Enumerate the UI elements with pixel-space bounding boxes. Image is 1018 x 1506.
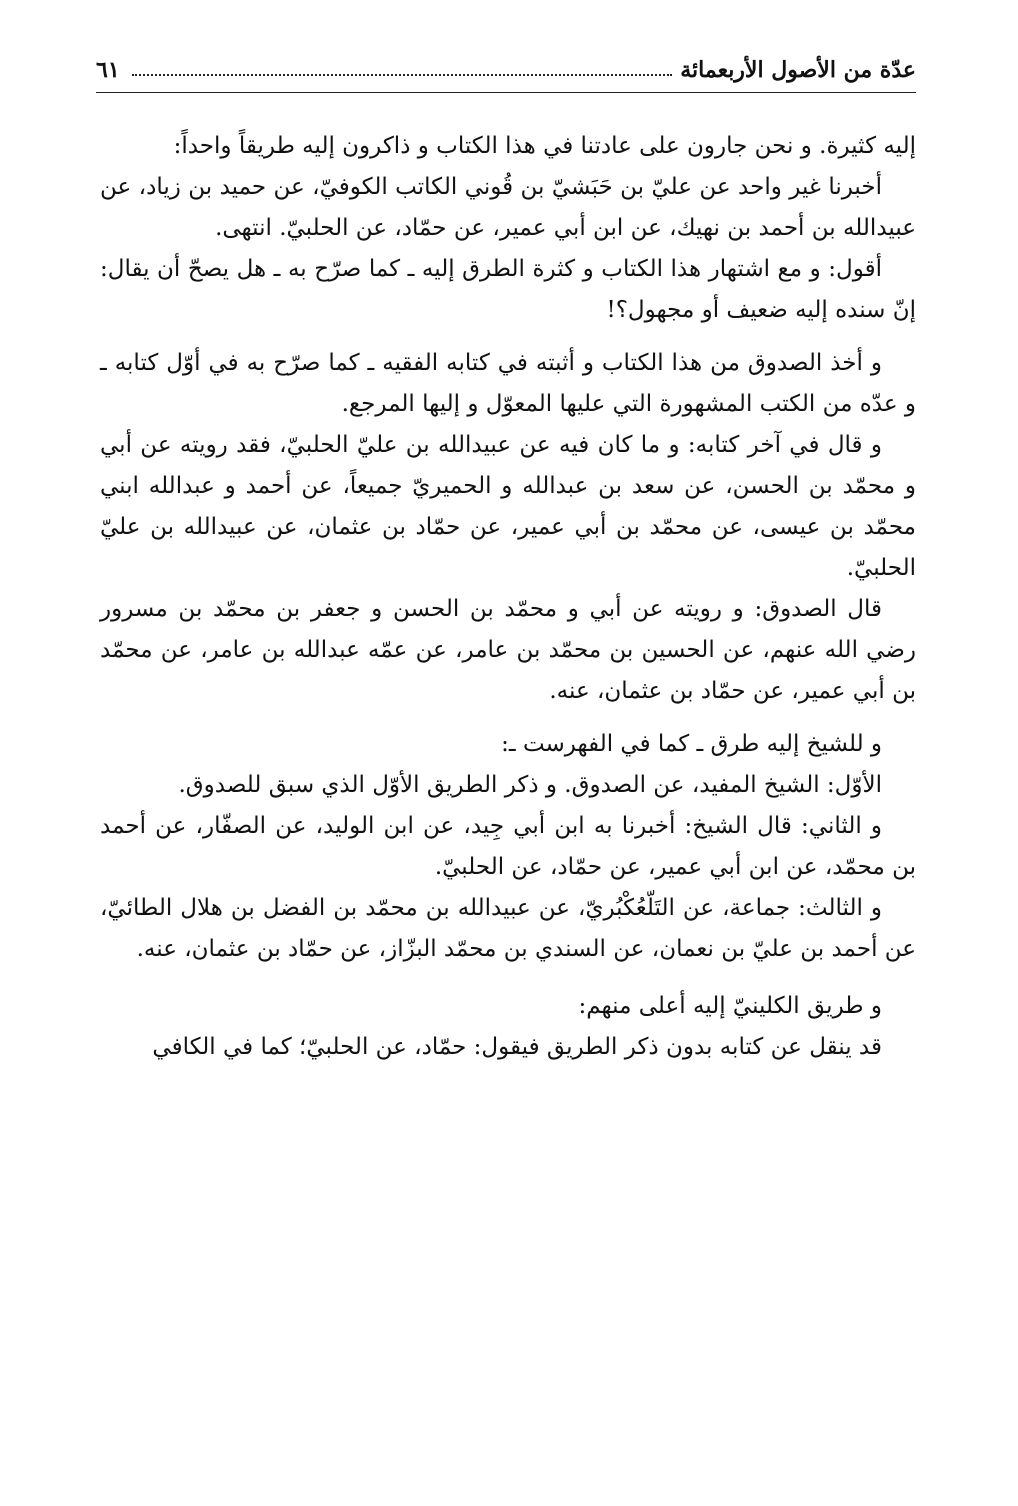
paragraph: أقول: و مع اشتهار هذا الكتاب و كثرة الطرق إليه ـ كما صرّح به ـ هل يصحّ أن يقال: إنّ سنده إليه ضعيف أو مجهول؟! xyxy=(100,256,916,323)
paragraph: و الثالث: جماعة، عن التَلّعُكْبُريّ، عن عبيدالله بن محمّد بن الفضل بن هلال الطائيّ، عن أحمد بن عليّ بن نعمان، عن السندي بن محمّد البزّاز، عن حمّاد بن عثمان، عنه. xyxy=(100,895,916,962)
paragraph: قد ينقل عن كتابه بدون ذكر الطريق فيقول: حمّاد، عن الحلبيّ؛ كما في الكافي xyxy=(152,1034,882,1060)
paragraph: قال الصدوق: و رويته عن أبي و محمّد بن الحسن و جعفر بن محمّد بن مسرور رضي الله عنهم، عن الحسين بن محمّد بن عامر، عن عمّه عبدالله بن عامر، عن محمّد بن أبي عمير، عن حمّاد بن عثمان، عنه. xyxy=(100,596,916,704)
page-number: ٦١ xyxy=(96,57,120,83)
running-title: عدّة من الأصول الأربعمائة xyxy=(680,57,916,83)
dotted-leader xyxy=(132,74,673,76)
paragraph: و أخذ الصدوق من هذا الكتاب و أثبته في كتابه الفقيه ـ كما صرّح به في أوّل كتابه ـ و عدّه من الكتب المشهورة التي عليها المعوّل و إليها المرجع. xyxy=(100,350,916,417)
paragraph: الأوّل: الشيخ المفيد، عن الصدوق. و ذكر الطريق الأوّل الذي سبق للصدوق. xyxy=(178,772,882,798)
paragraph: إليه كثيرة. و نحن جارون على عادتنا في هذا الكتاب و ذاكرون إليه طريقاً واحداً: xyxy=(173,133,916,159)
paragraph: و قال في آخر كتابه: و ما كان فيه عن عبيدالله بن عليّ الحلبيّ، فقد رويته عن أبي و محمّد بن الحسن، عن سعد بن عبدالله و الحميريّ جميعاً، عن أحمد و عبدالله ابني محمّد بن عيسى، عن محمّد بن أبي عمير، عن حمّاد بن عثمان، عن عبيدالله بن عليّ الحلبيّ. xyxy=(100,432,916,581)
paragraph: أخبرنا غير واحد عن عليّ بن حَبَشيّ بن قُوني الكاتب الكوفيّ، عن حميد بن زياد، عن عبيدالله بن أحمد بن نهيك، عن ابن أبي عمير، عن حمّاد، عن الحلبيّ. انتهى. xyxy=(100,174,916,241)
paragraph: و للشيخ إليه طرق ـ كما في الفهرست ـ: xyxy=(501,731,882,757)
body-text xyxy=(100,126,916,1068)
paragraph: و الثاني: قال الشيخ: أخبرنا به ابن أبي جِيد، عن ابن الوليد، عن الصفّار، عن أحمد بن محمّد، عن ابن أبي عمير، عن حمّاد، عن الحلبيّ. xyxy=(100,813,916,880)
header-divider xyxy=(96,92,916,93)
paragraph: و طريق الكلينيّ إليه أعلى منهم: xyxy=(578,993,882,1019)
page-header xyxy=(96,50,916,90)
